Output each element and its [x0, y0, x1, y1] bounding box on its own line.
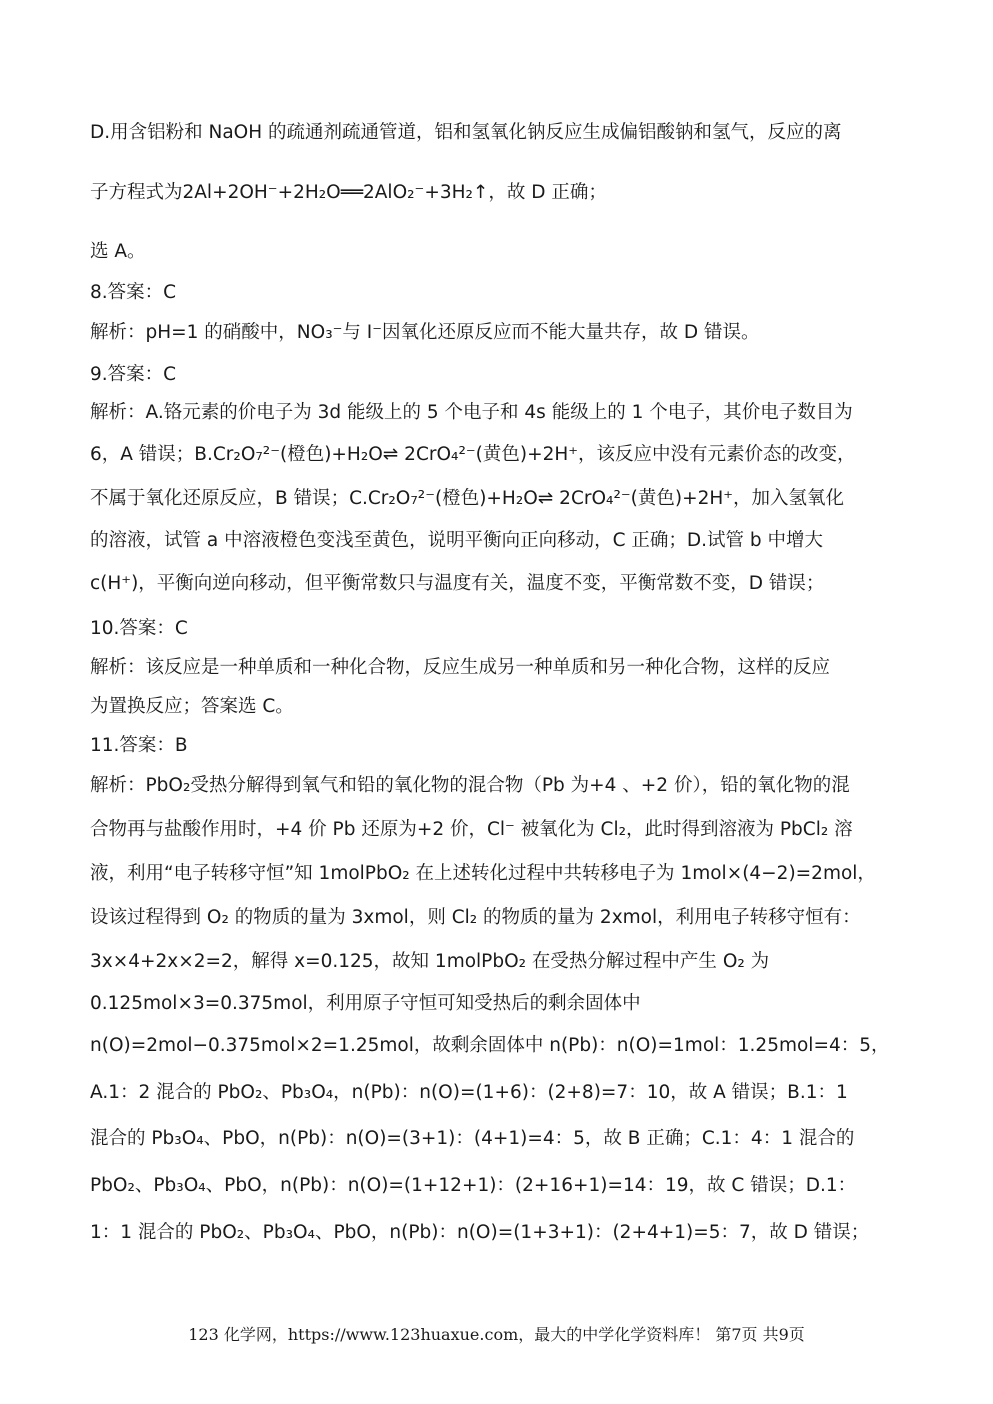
text-line: 6，A 错误；B.Cr₂O₇²⁻(橙色)+H₂O⇌ 2CrO₄²⁻(黄色)+2H⁺，该反应中没有元素价态的改变，: [90, 444, 856, 465]
text-line: 1：1 混合的 PbO₂、Pb₃O₄、PbO，n(Pb)：n(O)=(1+3+1)：(2+4+1)=5：7，故 D 错误；: [90, 1222, 870, 1243]
text-line: 合物再与盐酸作用时，+4 价 Pb 还原为+2 价，Cl⁻ 被氧化为 Cl₂，此时得到溶液为 PbCl₂ 溶: [90, 819, 853, 840]
question-answer: 11.答案：B: [90, 735, 188, 756]
text-line: 0.125mol×3=0.375mol，利用原子守恒可知受热后的剩余固体中: [90, 993, 641, 1014]
text-line: c(H⁺)，平衡向逆向移动，但平衡常数只与温度有关，温度不变，平衡常数不变，D 错误；: [90, 573, 825, 594]
text-line: 选 A。: [90, 241, 146, 262]
text-line: 为置换反应；答案选 C。: [90, 696, 294, 717]
text-line: 的溶液，试管 a 中溶液橙色变浅至黄色，说明平衡向正向移动，C 正确；D.试管 b 中增大: [90, 530, 824, 551]
text-line: n(O)=2mol−0.375mol×2=1.25mol，故剩余固体中 n(Pb)：n(O)=1mol：1.25mol=4：5，: [90, 1035, 890, 1056]
text-line: 不属于氧化还原反应，B 错误；C.Cr₂O₇²⁻(橙色)+H₂O⇌ 2CrO₄²⁻(黄色)+2H⁺，加入氢氧化: [90, 488, 845, 509]
question-answer: 10.答案：C: [90, 618, 188, 639]
text-line: 混合的 Pb₃O₄、PbO，n(Pb)：n(O)=(3+1)：(4+1)=4：5，故 B 正确；C.1：4：1 混合的: [90, 1128, 855, 1149]
text-line: PbO₂、Pb₃O₄、PbO，n(Pb)：n(O)=(1+12+1)：(2+16+1)=14：19，故 C 错误；D.1：: [90, 1175, 857, 1196]
text-line: D.用含铝粉和 NaOH 的疏通剂疏通管道，铝和氢氧化钠反应生成偏铝酸钠和氢气，反应的离: [90, 122, 842, 143]
text-line: A.1：2 混合的 PbO₂、Pb₃O₄，n(Pb)：n(O)=(1+6)：(2+8)=7：10，故 A 错误；B.1：1: [90, 1082, 848, 1103]
page-footer: 123 化学网，https://www.123huaxue.com，最大的中学化学资料库！ 第7页 共9页: [188, 1325, 805, 1344]
text-line: 解析：pH=1 的硝酸中，NO₃⁻与 I⁻因氧化还原反应而不能大量共存，故 D 错误。: [90, 322, 760, 343]
question-answer: 8.答案：C: [90, 282, 177, 303]
text-line: 解析：该反应是一种单质和一种化合物，反应生成另一种单质和另一种化合物，这样的反应: [90, 657, 831, 678]
text-line: 3x×4+2x×2=2，解得 x=0.125，故知 1molPbO₂ 在受热分解过程中产生 O₂ 为: [90, 951, 770, 972]
text-line: 解析：A.铬元素的价电子为 3d 能级上的 5 个电子和 4s 能级上的 1 个电子，其价电子数目为: [90, 402, 853, 423]
text-line: 解析：PbO₂受热分解得到氧气和铅的氧化物的混合物（Pb 为+4 、+2 价），铅的氧化物的混: [90, 775, 850, 796]
text-line: 设该过程得到 O₂ 的物质的量为 3xmol，则 Cl₂ 的物质的量为 2xmol，利用电子转移守恒有：: [90, 907, 861, 928]
text-line: 液，利用“电子转移守恒”知 1molPbO₂ 在上述转化过程中共转移电子为 1mol×(4−2)=2mol，: [90, 863, 876, 884]
question-answer: 9.答案：C: [90, 364, 177, 385]
text-line: 子方程式为2Al+2OH⁻+2H₂O══2AlO₂⁻+3H₂↑，故 D 正确；: [90, 182, 607, 203]
